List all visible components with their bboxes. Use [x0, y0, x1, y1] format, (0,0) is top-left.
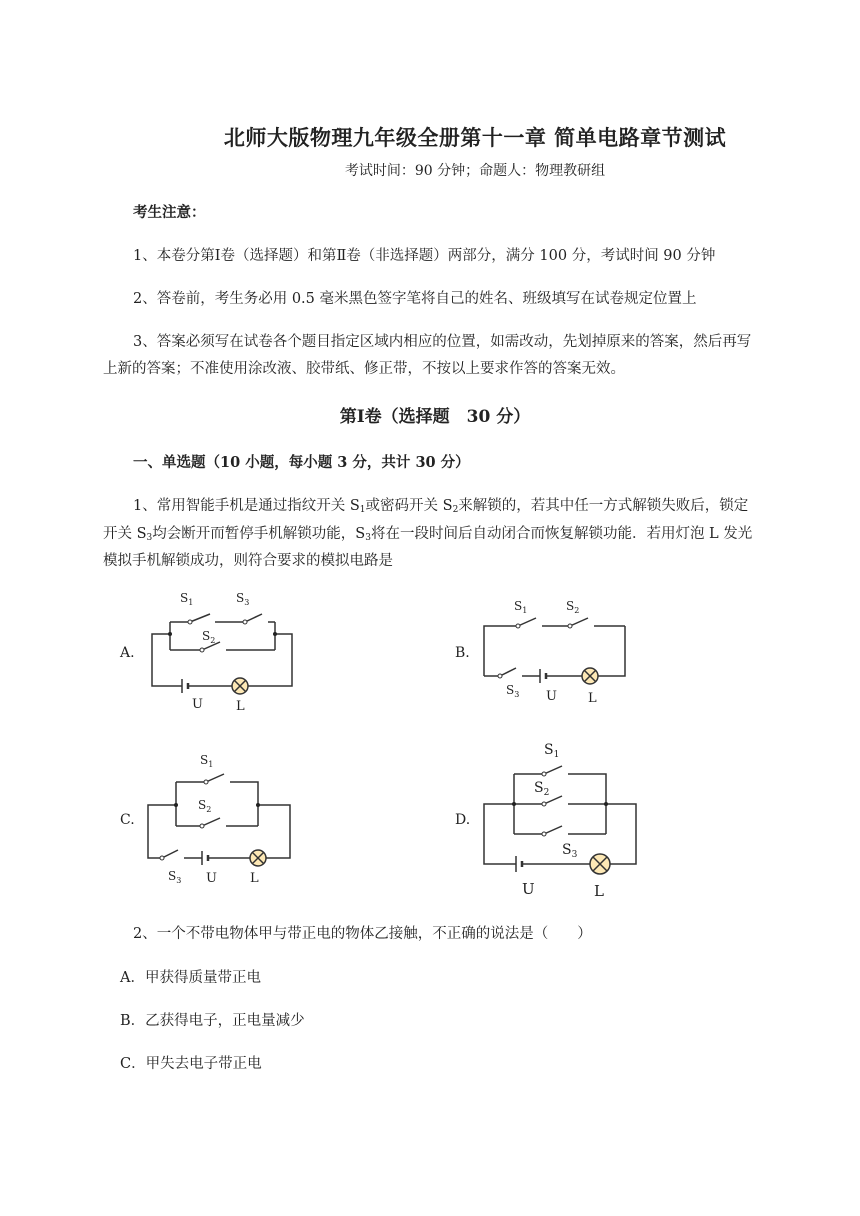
notice-item-1: 1、本卷分第Ⅰ卷（选择题）和第Ⅱ卷（非选择题）两部分，满分 100 分，考试时间 90 分钟: [133, 248, 716, 264]
s3-label: $S_3$: [236, 591, 250, 607]
q2-option-b[interactable]: B．乙获得电子，正电量减少: [120, 1013, 305, 1029]
option-c-label[interactable]: C.: [120, 812, 135, 828]
svg-text:L: L: [250, 871, 259, 886]
notice-item-3: 3、答案必须写在试卷各个题目指定区域内相应的位置，如需改动，先划掉原来的答案，然后再写: [133, 334, 752, 350]
l-label: L: [236, 699, 245, 714]
svg-text:S1: $S_1$: [514, 599, 528, 615]
svg-text:S3: $S_3$: [562, 842, 578, 860]
exam-info: 考试时间：90 分钟；命题人：物理教研组: [344, 163, 606, 179]
option-a-label[interactable]: A.: [120, 645, 135, 661]
option-d-label[interactable]: D.: [455, 812, 471, 828]
q2-option-c[interactable]: C．甲失去电子带正电: [120, 1056, 262, 1072]
q2-option-a[interactable]: A．甲获得质量带正电: [120, 970, 261, 986]
circuit-diagram-b: [470, 596, 640, 710]
notice-item-2: 2、答卷前，考生务必用 0.5 毫米黑色签字笔将自己的姓名、班级填写在试卷规定位置上: [133, 291, 697, 307]
circuit-diagram-c: [140, 750, 310, 888]
svg-text:S2: $S_2$: [566, 599, 580, 615]
page-title: 北师大版物理九年级全册第十一章 简单电路章节测试: [223, 125, 727, 150]
q2-stem: 2、一个不带电物体甲与带正电的物体乙接触，不正确的说法是（ ）: [133, 926, 592, 942]
svg-text:S2: $S_2$: [534, 780, 550, 798]
svg-text:U: U: [206, 871, 217, 886]
svg-text:U: U: [522, 880, 535, 898]
q1-line-3: 模拟手机解锁成功，则符合要求的模拟电路是: [103, 553, 393, 569]
part-title: 一、单选题（10 小题，每小题 3 分，共计 30 分）: [133, 454, 470, 471]
circuit-diagram-d: [470, 738, 650, 902]
option-b-label[interactable]: B.: [455, 645, 470, 661]
s2-label: $S_2$: [202, 629, 216, 645]
section-title: 第Ⅰ卷（选择题 30 分）: [339, 407, 531, 427]
u-label: U: [192, 697, 203, 712]
svg-text:S1: $S_1$: [544, 742, 560, 760]
notice-item-3-cont: 上新的答案；不准使用涂改液、胶带纸、修正带，不按以上要求作答的答案无效。: [103, 361, 625, 377]
svg-text:S3: $S_3$: [506, 683, 520, 699]
notice-heading: 考生注意：: [133, 204, 206, 221]
svg-text:U: U: [546, 689, 557, 704]
s1-label: $S_1$: [180, 591, 194, 607]
svg-text:S2: $S_2$: [198, 798, 212, 814]
q1-line-1: 1、常用智能手机是通过指纹开关 $S_1$或密码开关 $S_2$来解锁的，若其中任一方式解锁失败后，锁定: [133, 498, 749, 515]
svg-text:L: L: [588, 691, 597, 706]
q1-line-2: 开关 $S_3$均会断开而暂停手机解锁功能，$S_3$将在一段时间后自动闭合而恢复解锁功能．若用灯泡 L 发光: [103, 526, 753, 543]
circuit-diagram-a: [140, 588, 310, 718]
svg-text:S1: $S_1$: [200, 753, 214, 769]
svg-text:S3: $S_3$: [168, 869, 182, 885]
svg-text:L: L: [594, 882, 604, 900]
